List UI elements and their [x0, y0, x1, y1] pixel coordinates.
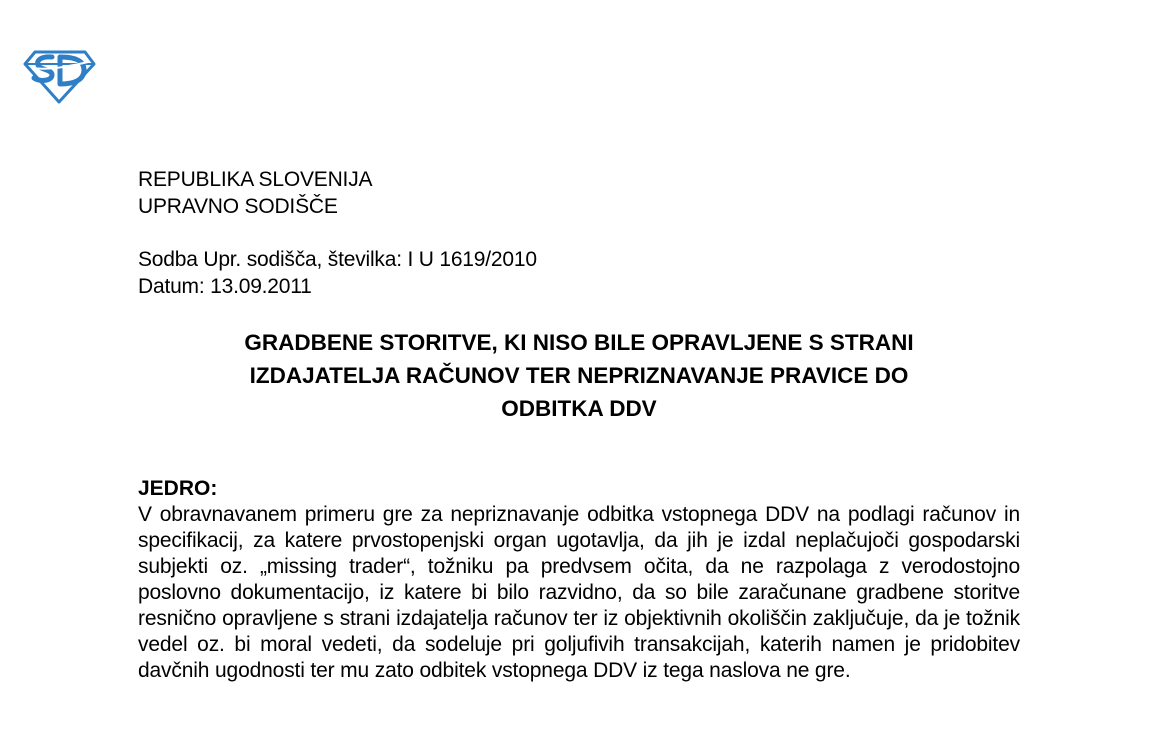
summary-section [138, 476, 1020, 684]
case-reference [138, 246, 537, 300]
summary-heading: JEDRO: [138, 477, 218, 500]
document-title [138, 326, 1020, 425]
title-line-1: GRADBENE STORITVE, KI NISO BILE OPRAVLJENE S STRANI [244, 330, 914, 355]
court-logo-icon [22, 48, 96, 104]
title-line-3: ODBITKA DDV [501, 396, 657, 421]
case-date: Datum: 13.09.2011 [138, 275, 312, 298]
country-name: REPUBLIKA SLOVENIJA [138, 168, 373, 191]
issuer-header [138, 166, 372, 220]
case-number: Sodba Upr. sodišča, številka: I U 1619/2010 [138, 248, 537, 271]
title-line-2: IZDAJATELJA RAČUNOV TER NEPRIZNAVANJE PRAVICE DO [249, 363, 909, 388]
court-name: UPRAVNO SODIŠČE [138, 195, 338, 218]
summary-text: V obravnavanem primeru gre za nepriznavanje odbitka vstopnega DDV na podlagi računov in specifikacij, za katere prvostopenjski organ ugotavlja, da jih je izdal neplačujoči gospodarski subjekti oz. „missing trader“, tožniku pa predvsem očita, da ne razpolaga z verodostojno poslovno dokumentacijo, iz katere bi bilo razvidno, da so bile zaračunane gradbene storitve resnično opravljene s strani izdajatelja računov ter iz objektivnih okoliščin zaključuje, da je tožnik vedel oz. bi moral vedeti, da sodeluje pri goljufivih transakcijah, katerih namen je pridobitev davčnih ugodnosti ter mu zato odbitek vstopnega DDV iz tega naslova ne gre. [138, 503, 1020, 682]
